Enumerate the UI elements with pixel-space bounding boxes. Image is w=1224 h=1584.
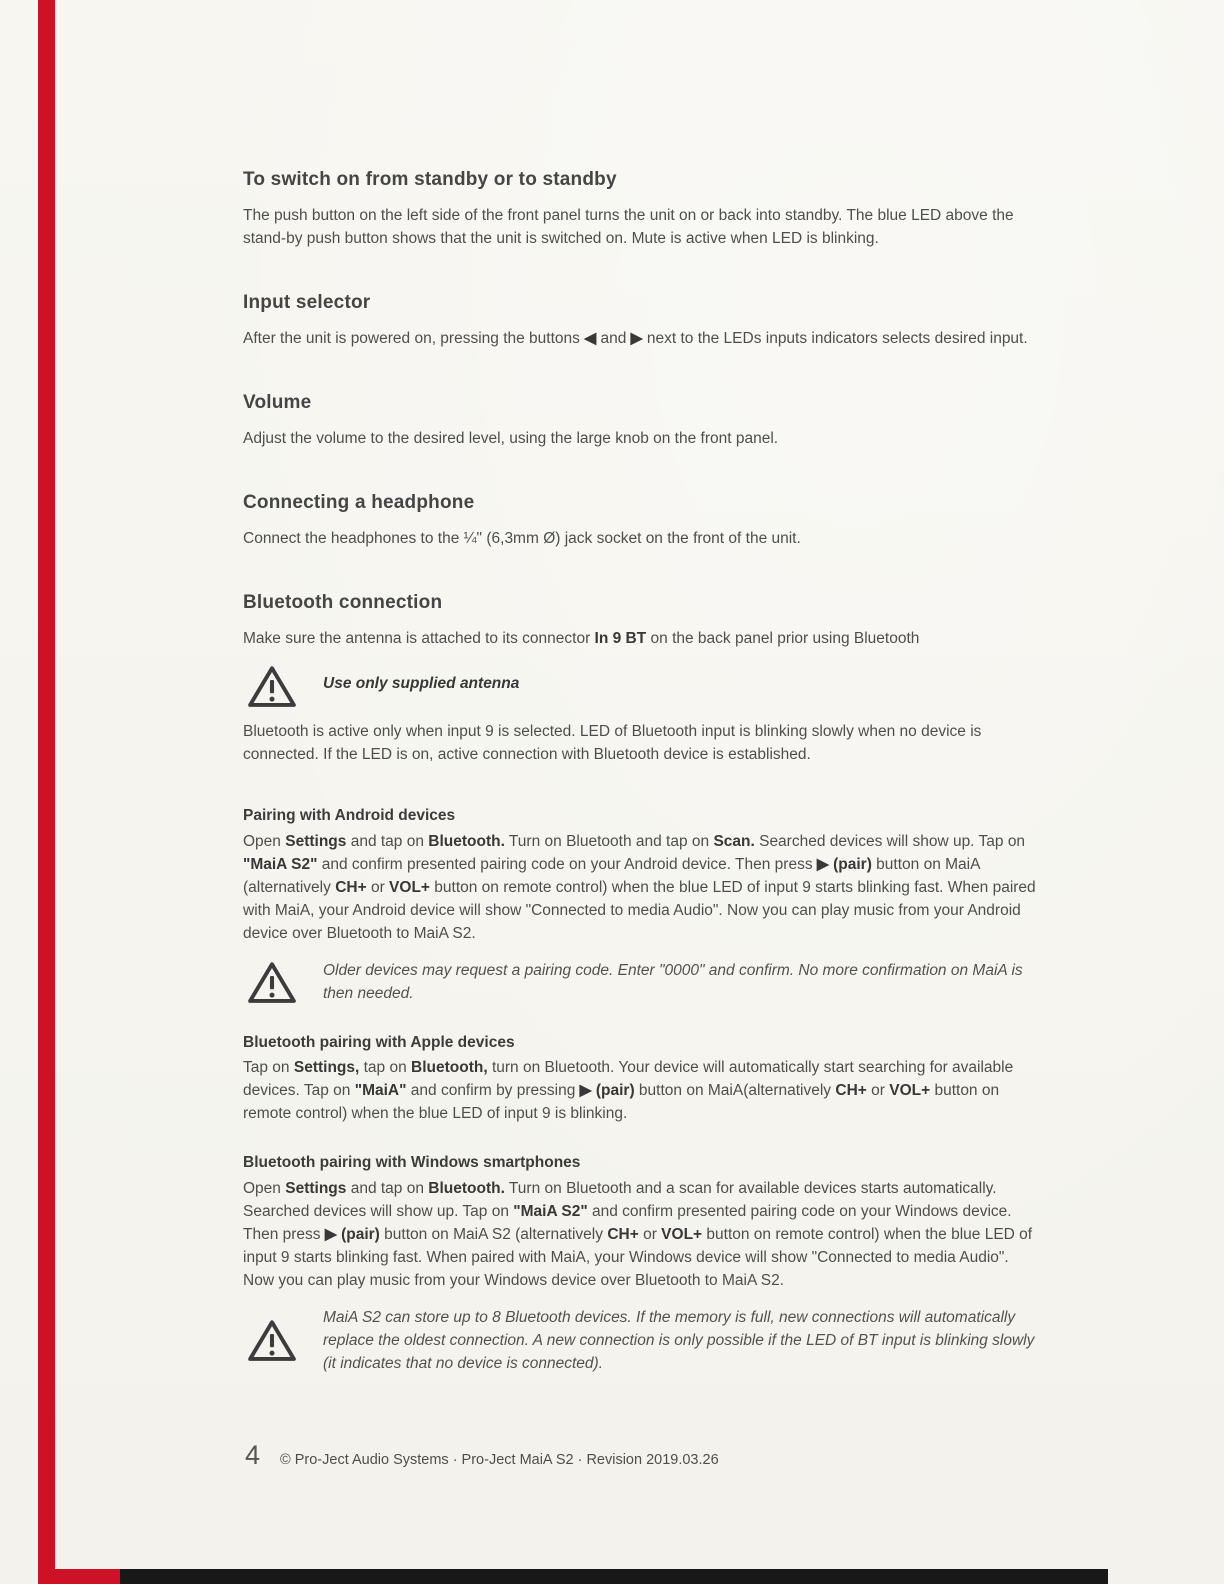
- warning-text-pairing-code: Older devices may request a pairing code. Enter "0000" and confirm. No more confirmation on MaiA is then needed.: [323, 961, 1023, 1002]
- page-content: [243, 166, 1043, 1402]
- bottom-red-accent: [38, 1569, 120, 1584]
- paragraph-bluetooth-intro: Make sure the antenna is attached to its connector In 9 BT on the back panel prior using Bluetooth: [243, 630, 920, 648]
- heading-android-pairing: Pairing with Android devices: [243, 807, 456, 825]
- section-volume: [243, 389, 1043, 451]
- page-footer: [245, 1440, 1045, 1471]
- left-red-accent-bar: [38, 0, 55, 1584]
- warning-note-pairing-code: [243, 960, 1043, 1006]
- section-bluetooth: [243, 589, 1043, 767]
- warning-icon: [243, 1319, 297, 1363]
- paragraph-standby: The push button on the left side of the front panel turns the unit on or back into standby. The blue LED above the stand-by push button shows that the unit is switched on. Mute is active when LED is blinking.: [243, 207, 1014, 248]
- warning-text-antenna: Use only supplied antenna: [323, 674, 520, 692]
- warning-note-antenna: [243, 665, 1043, 709]
- footer-text: © Pro-Ject Audio Systems · Pro-Ject MaiA S2 · Revision 2019.03.26: [280, 1452, 719, 1468]
- paragraph-apple-pairing: Tap on Settings, tap on Bluetooth, turn on Bluetooth. Your device will automatically start searching for available devices. Tap on "MaiA" and confirm by pressing ▶ (pair) button on MaiA(alternatively CH+ or VOL+ button on remote control) when the blue LED of input 9 is blinking.: [243, 1059, 1014, 1123]
- paragraph-windows-pairing: Open Settings and tap on Bluetooth. Turn on Bluetooth and a scan for available devices starts automatically. Searched devices will show up. Tap on "MaiA S2" and confirm presented pairing code on your Windows device. Then press ▶ (pair) button on MaiA S2 (alternatively CH+ or VOL+ button on remote control) when the blue LED of input 9 starts blinking fast. When paired with MaiA, your Windows device will show "Connected to media Audio". Now you can play music from your Windows device over Bluetooth to MaiA S2.: [243, 1180, 1033, 1289]
- warning-note-memory: [243, 1307, 1043, 1376]
- warning-text-memory: MaiA S2 can store up to 8 Bluetooth devices. If the memory is full, new connections will automatically replace the oldest connection. A new connection is only possible if the LED of BT input is blinking slowly (it indicates that no device is connected).: [323, 1308, 1035, 1372]
- section-headphone: [243, 489, 1043, 551]
- heading-input-selector: Input selector: [243, 291, 371, 313]
- heading-standby: To switch on from standby or to standby: [243, 169, 617, 190]
- warning-icon: [243, 961, 297, 1005]
- heading-headphone: Connecting a headphone: [243, 492, 475, 514]
- bottom-black-accent: [120, 1569, 1108, 1584]
- section-input-selector: [243, 289, 1043, 351]
- paragraph-volume: Adjust the volume to the desired level, using the large knob on the front panel.: [243, 430, 779, 448]
- paragraph-android-pairing: Open Settings and tap on Bluetooth. Turn on Bluetooth and tap on Scan. Searched devices will show up. Tap on "MaiA S2" and confirm presented pairing code on your Android device. Then press ▶ (pair) button on MaiA (alternatively CH+ or VOL+ button on remote control) when the blue LED of input 9 starts blinking fast. When paired with MaiA, your Android device will show "Connected to media Audio". Now you can play music from your Android device over Bluetooth to MaiA S2.: [243, 832, 1036, 942]
- heading-apple-pairing: Bluetooth pairing with Apple devices: [243, 1033, 515, 1051]
- paragraph-bluetooth-status: Bluetooth is active only when input 9 is selected. LED of Bluetooth input is blinking slowly when no device is connected. If the LED is on, active connection with Bluetooth device is established.: [243, 723, 982, 764]
- warning-icon: [243, 665, 297, 709]
- paragraph-headphone: Connect the headphones to the ¼" (6,3mm Ø) jack socket on the front of the unit.: [243, 530, 801, 548]
- heading-volume: Volume: [243, 392, 312, 414]
- section-apple-pairing: [243, 1032, 1043, 1127]
- paragraph-input-selector: After the unit is powered on, pressing the buttons ◀ and ▶ next to the LEDs inputs indicators selects desired input.: [243, 330, 1028, 348]
- section-standby: [243, 166, 1043, 251]
- section-windows-pairing: [243, 1152, 1043, 1375]
- section-android-pairing: [243, 805, 1043, 1006]
- heading-windows-pairing: Bluetooth pairing with Windows smartphones: [243, 1154, 581, 1172]
- page-number: 4: [245, 1440, 261, 1470]
- heading-bluetooth: Bluetooth connection: [243, 592, 443, 614]
